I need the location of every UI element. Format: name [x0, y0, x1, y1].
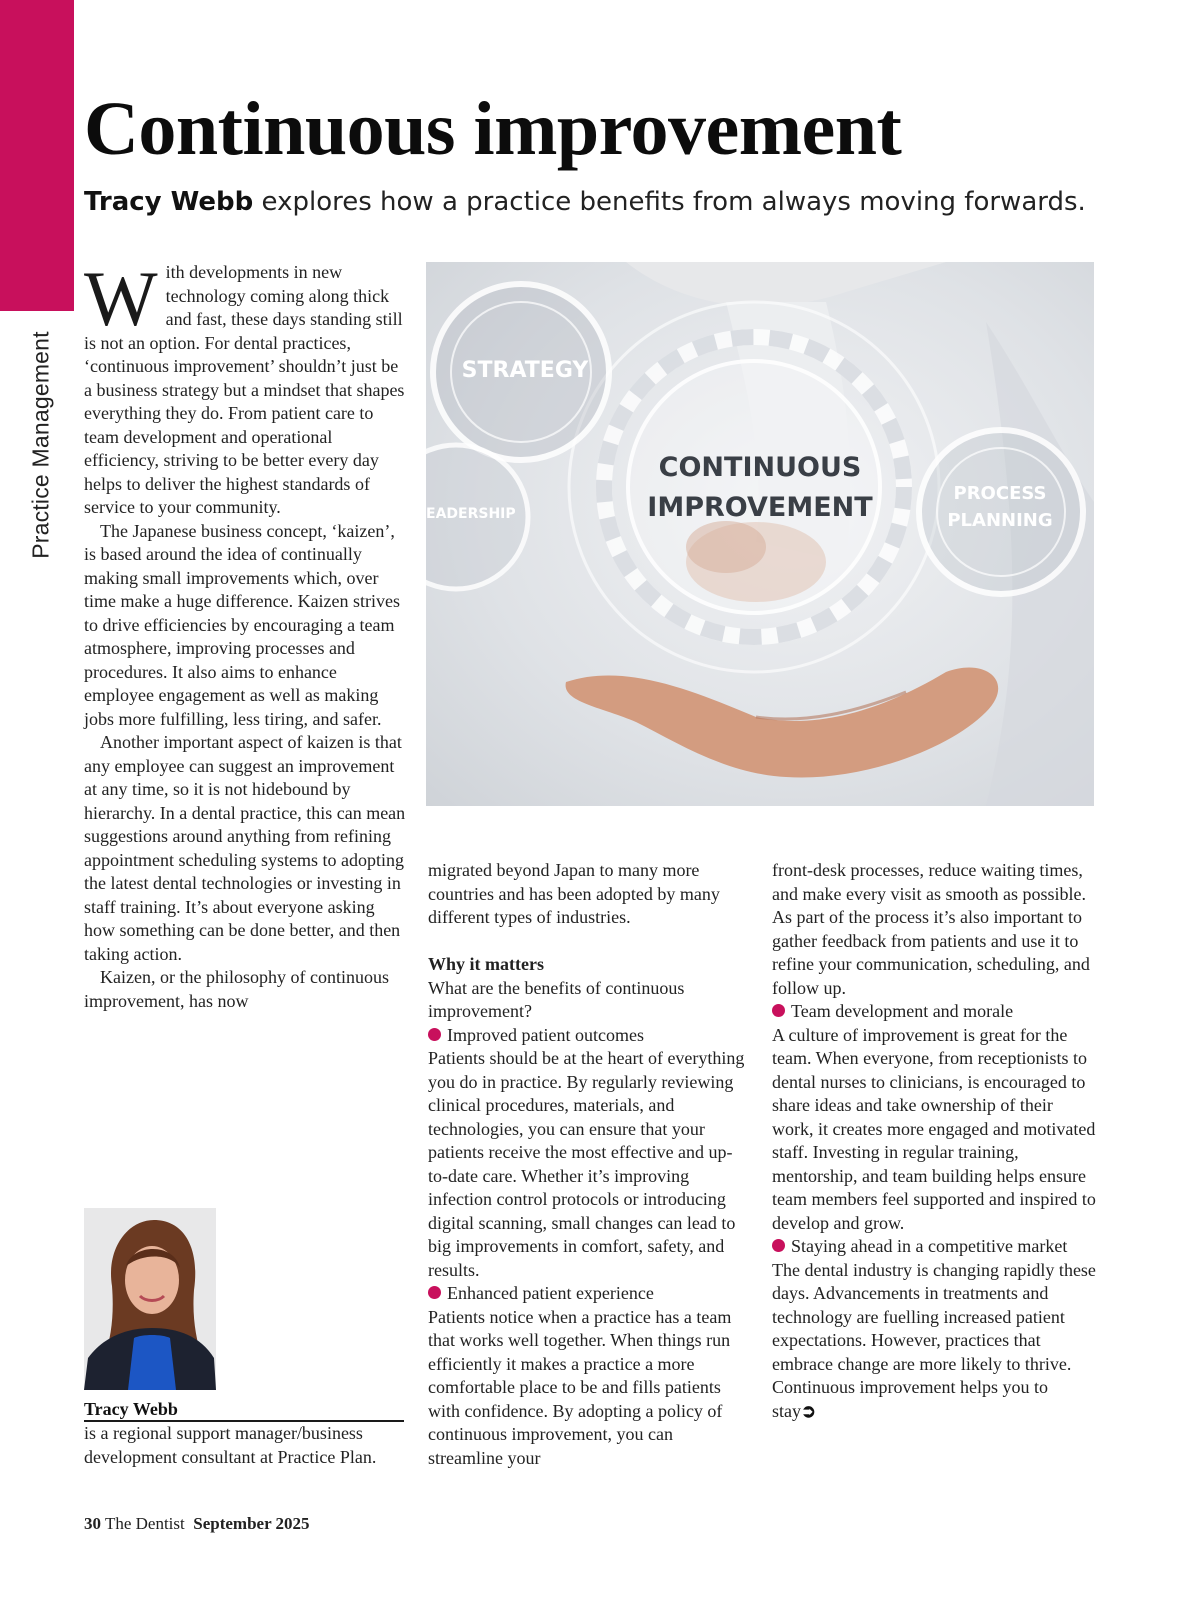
paragraph-text: The dental industry is changing rapidly these days. Advancements in treatments and technology are fuelling increased patient expectations. However, practices that embrace change are more likely to thrive. Continuous improvement helps you to stay — [772, 1259, 1096, 1421]
article-title: Continuous improvement — [84, 87, 902, 171]
bullet-text: Improved patient outcomes — [447, 1024, 644, 1045]
standfirst — [84, 184, 1086, 220]
author-portrait — [84, 1208, 216, 1390]
bullet-heading — [772, 1235, 1096, 1259]
author-photo — [84, 1208, 216, 1390]
paragraph: Another important aspect of kaizen is that any employee can suggest an improvement at any time, so it is not hidebound by hierarchy. In a dental practice, this can mean suggestions around anything from refining appointment scheduling systems to adopting the latest dental technologies or investing in staff training. It’s about everyone asking how something can be done better, and then taking action. — [84, 732, 406, 964]
subheading: Why it matters — [428, 954, 544, 974]
page-footer — [84, 1512, 310, 1536]
standfirst-text: explores how a practice benefits from always moving forwards. — [253, 187, 1086, 217]
shirt-shape — [626, 262, 946, 306]
paragraph: The Japanese business concept, ‘kaizen’, is based around the idea of continually making small improvements which, over time make a huge difference. Kaizen strives to drive efficiencies by encouraging a team atmosphere, improving processes and procedures. It also aims to enhance employee engagement as well as making jobs more fulfilling, less tiring, and safer. — [84, 520, 401, 729]
bullet-text: Enhanced patient experience — [447, 1283, 654, 1303]
paragraph: migrated beyond Japan to many more countries and has been adopted by many different types of industries. — [428, 860, 720, 927]
bullet-dot-icon — [428, 1286, 441, 1299]
standfirst-author: Tracy Webb — [84, 187, 254, 217]
column-1 — [84, 255, 406, 1013]
section-color-bar — [0, 0, 74, 311]
hero-strategy-label: STRATEGY — [461, 358, 589, 383]
hero-illustration — [426, 262, 1094, 806]
bullet-dot-icon — [772, 1239, 785, 1252]
hero-main-line: CONTINUOUS — [658, 452, 862, 483]
magazine-name: The Dentist — [104, 1514, 185, 1533]
bullet-text: Staying ahead in a competitive market — [791, 1236, 1068, 1256]
hero-process-label — [928, 480, 1072, 534]
bullet-heading — [428, 1024, 752, 1048]
hero-main-line: IMPROVEMENT — [647, 492, 873, 523]
bullet-heading — [428, 1282, 752, 1306]
paragraph: Patients should be at the heart of everything you do in practice. By regularly reviewing clinical procedures, materials, and technologies, you can ensure that your patients receive the most effective and up-to-date care. Whether it’s improving infection control protocols or introducing digital scanning, small changes can lead to big improvements in comfort, safety, and results. — [428, 1048, 745, 1280]
column-3 — [772, 859, 1096, 1423]
author-bio: is a regional support manager/business development consultant at Practice Plan. — [84, 1423, 377, 1467]
drop-cap: W — [84, 255, 158, 342]
paragraph — [772, 1259, 1096, 1424]
hero-image — [426, 262, 1094, 806]
paragraph: front-desk processes, reduce waiting times, and make every visit as smooth as possible. As part of the process it’s also important to gather feedback from patients and use it to refine your communication, scheduling, and follow up. — [772, 860, 1090, 998]
hero-leadership-label: EADERSHIP — [426, 506, 516, 522]
paragraph: A culture of improvement is great for the team. When everyone, from receptionists to dental nurses to clinicians, is encouraged to share ideas and take ownership of their work, it creates more engaged and motivated staff. Investing in regular training, mentorship, and team building helps ensure team members feel supported and inspired to develop and grow. — [772, 1024, 1096, 1233]
continue-arrow-icon: ➲ — [801, 1400, 817, 1421]
hero-process-line: PROCESS — [953, 483, 1047, 504]
paragraph-text: ith developments in new technology coming along thick and fast, these days standing still is not an option. For dental practices, ‘continuous improvement’ shouldn’t just be a business strategy but a mindset that shapes everything they do. From patient care to team development and operational efficiency, striving to be better every day helps to deliver the highest standards of service to your community. — [84, 262, 405, 517]
paragraph: Kaizen, or the philosophy of continuous improvement, has now — [84, 967, 389, 1011]
author-name: Tracy Webb — [84, 1399, 178, 1419]
bullet-dot-icon — [428, 1028, 441, 1041]
bullet-heading — [772, 1000, 1096, 1024]
bullet-dot-icon — [772, 1004, 785, 1017]
section-label: Practice Management — [27, 331, 54, 559]
bullet-text: Team development and morale — [791, 1001, 1014, 1021]
column-2 — [428, 859, 752, 1470]
paragraph: What are the benefits of continuous improvement? — [428, 977, 685, 1021]
paragraph: Patients notice when a practice has a team that works well together. When things run efficiently it makes a practice a more comfortable place to be and fills patients with confidence. By adopting a policy of continuous improvement, you can streamline your — [428, 1306, 732, 1468]
page-number: 30 — [84, 1514, 101, 1533]
paragraph — [84, 255, 406, 520]
issue-date: September 2025 — [193, 1514, 310, 1533]
hero-main-label — [626, 448, 894, 528]
open-palm — [566, 668, 999, 778]
hero-process-line: PLANNING — [947, 510, 1053, 531]
